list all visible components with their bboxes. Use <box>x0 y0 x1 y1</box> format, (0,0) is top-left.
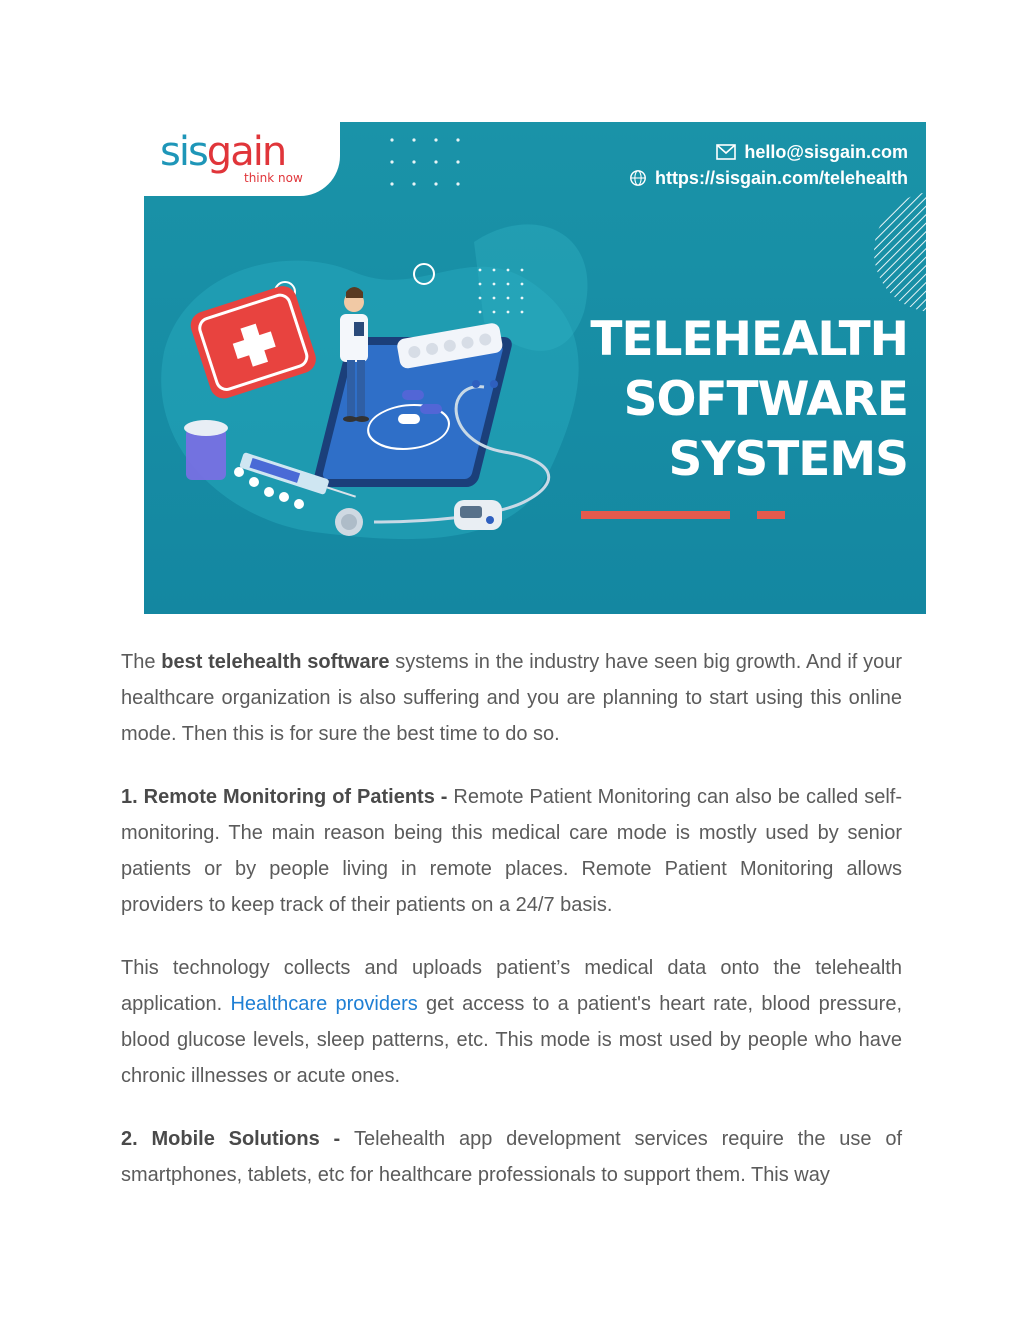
logo-tagline: think now <box>244 171 303 185</box>
headline-line-1: TELEHEALTH <box>590 312 908 367</box>
intro-text-after: systems in the industry have seen big growth. And if your healthcare organization is also suffering and you are planning to start using this online mode. Then this is for sure the best time to do so. <box>121 651 903 745</box>
section-remote-monitoring-details <box>121 950 902 1094</box>
section1b-text-before: This technology collects and uploads patient’s medical data onto the telehealth application. <box>121 957 902 1015</box>
logo-text-right: gain <box>206 129 286 175</box>
contact-website <box>629 168 908 188</box>
accent-bar-long <box>581 511 730 519</box>
intro-bold-text: best telehealth software <box>161 651 390 673</box>
intro-paragraph <box>121 644 902 752</box>
logo-container <box>144 122 340 196</box>
sisgain-logo <box>160 129 286 175</box>
contact-email <box>716 142 908 162</box>
section-remote-monitoring <box>121 779 902 923</box>
section1-heading: 1. Remote Monitoring of Patients - <box>121 786 454 808</box>
headline-line-3: SYSTEMS <box>668 432 908 487</box>
email-text: hello@sisgain.com <box>744 142 908 162</box>
intro-text-before: The <box>121 651 162 673</box>
section-mobile-solutions <box>121 1121 902 1193</box>
section1-body: Remote Patient Monitoring can also be called self-monitoring. The main reason being this medical care mode is mostly used by senior patients or by people living in remote places. Remote Patient Monitoring allows providers to keep track of their patients on a 24/7 basis. <box>121 786 902 916</box>
headline-line-2: SOFTWARE <box>623 372 908 427</box>
section2-body: Telehealth app development services require the use of smartphones, tablets, etc for healthcare professionals to support them. This way <box>121 1128 902 1186</box>
section2-heading: 2. Mobile Solutions - <box>121 1128 354 1150</box>
logo-text-left: sis <box>160 129 207 175</box>
mail-icon <box>716 144 736 160</box>
accent-bar-short <box>757 511 785 519</box>
section1b-text-after: get access to a patient's heart rate, blood pressure, blood glucose levels, sleep patterns, etc. This mode is most used by people who have chronic illnesses or acute ones. <box>121 993 902 1087</box>
website-text: https://sisgain.com/telehealth <box>654 168 908 188</box>
banner-headline <box>590 310 908 490</box>
globe-icon <box>629 169 647 187</box>
healthcare-providers-link[interactable]: Healthcare providers <box>230 993 418 1015</box>
hero-banner-image <box>144 122 926 614</box>
